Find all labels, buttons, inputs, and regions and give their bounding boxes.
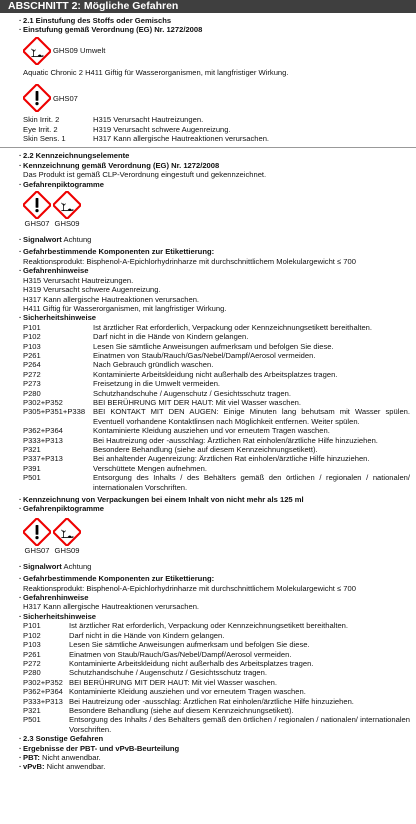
p-text: Bei Hautreizung oder -ausschlag: Ärztlichen Rat einholen/ärztliche Hilfe hinzuziehen.: [69, 696, 354, 706]
class-name: Eye Irrit. 2: [23, 124, 58, 134]
p-code: P321: [23, 705, 41, 715]
s23-title: · 2.3 Sonstige Gefahren: [23, 734, 410, 743]
p-statement: [23, 464, 410, 473]
p-code: P102: [23, 332, 41, 342]
small-signal: [23, 562, 410, 571]
ghs09-environment-icon: [53, 191, 81, 219]
p-text: Verschüttete Mengen aufnehmen.: [93, 463, 207, 473]
s22-title: · 2.2 Kennzeichnungselemente: [23, 151, 410, 160]
pbt-row: [23, 753, 410, 762]
p-statement: [23, 640, 410, 649]
small-p-title: · Sicherheitshinweise: [23, 612, 410, 621]
p-statement: [23, 436, 410, 445]
p-text: Kontaminierte Kleidung ausziehen und vor erneutem Tragen waschen.: [93, 426, 330, 436]
p-text: Entsorgung des Inhalts / des Behälters gemäß den örtlichen / regionalen / nationalen/ internationalen Vorschriften.: [69, 715, 410, 734]
class-text: H319 Verursacht schwere Augenreizung.: [93, 124, 231, 134]
p-statement: [23, 389, 410, 398]
h-statement: H315 Verursacht Hautreizungen.: [23, 275, 134, 285]
p-code: P391: [23, 463, 41, 473]
ghs07-exclamation-icon: [23, 191, 51, 219]
p-text: Schutzhandschuhe / Augenschutz / Gesichtsschutz tragen.: [69, 668, 267, 678]
p-code: P501: [23, 715, 41, 725]
picto-label: GHS09: [54, 219, 80, 229]
p-statement: [23, 332, 410, 341]
class-name: Skin Irrit. 2: [23, 115, 60, 125]
p-code: P333+P313: [23, 435, 63, 445]
p-code: P362+P364: [23, 687, 63, 697]
p-statement: [23, 323, 410, 332]
picto-ghs07: [23, 191, 51, 228]
class-row: [23, 115, 410, 124]
p-statement: [23, 454, 410, 463]
p-text: Freisetzung in die Umwelt vermeiden.: [93, 379, 221, 389]
s22-pictograms: [23, 191, 410, 228]
s22-comp-text: Reaktionsprodukt: Bisphenol-A-Epichlorhydrinharze mit durchschnittlichem Molekulargewicht ≤ 700: [23, 256, 356, 266]
p-code: P261: [23, 350, 41, 360]
small-comp-title: · Gefahrbestimmende Komponenten zur Etikettierung:: [23, 574, 410, 583]
h-statement: H317 Kann allergische Hautreaktionen verursachen.: [23, 602, 200, 612]
picto-label: GHS09: [54, 545, 80, 555]
p-text: Ist ärztlicher Rat erforderlich, Verpackung oder Kennzeichnungsetikett bereithalten.: [69, 621, 349, 631]
picto-ghs09: [53, 518, 81, 555]
p-text: Bei Hautreizung oder -ausschlag: Ärztlichen Rat einholen/ärztliche Hilfe hinzuziehen.: [93, 435, 378, 445]
p-code: P103: [23, 341, 41, 351]
p-statement: [23, 678, 410, 687]
p-code: P102: [23, 630, 41, 640]
p-statement: [23, 621, 410, 630]
s21-subtitle: · Einstufung gemäß Verordnung (EG) Nr. 1272/2008: [23, 25, 410, 34]
s22-note: Das Produkt ist gemäß CLP-Verordnung eingestuft und gekennzeichnet.: [23, 170, 267, 180]
p-text: Kontaminierte Kleidung ausziehen und vor erneutem Tragen waschen.: [69, 687, 306, 697]
p-code: P261: [23, 649, 41, 659]
p-code: P321: [23, 445, 41, 454]
p-statement: [23, 687, 410, 696]
section-body: [0, 13, 416, 772]
ghs07-exclamation-icon: [23, 84, 51, 112]
vpvb-label: vPvB:: [23, 762, 45, 772]
small-h-title: · Gefahrenhinweise: [23, 593, 410, 602]
p-statement: [23, 697, 410, 706]
p-statement: [23, 659, 410, 668]
p-text: Ist ärztlicher Rat erforderlich, Verpackung oder Kennzeichnungsetikett bereithalten.: [93, 322, 373, 332]
p-text: Besondere Behandlung (siehe auf diesem Kennzeichnungsetikett).: [93, 445, 318, 454]
small-pictograms: [23, 518, 410, 555]
p-statement: [23, 379, 410, 388]
p-code: P280: [23, 668, 41, 678]
p-text: Bei anhaltender Augenreizung: Ärztlichen Rat einholen/ärztliche Hilfe hinzuziehen.: [93, 454, 370, 464]
p-code: P272: [23, 369, 41, 379]
p-code: P280: [23, 388, 41, 398]
aquatic-row: [23, 68, 410, 77]
picto-label: GHS07: [24, 219, 50, 229]
small-picto-title: · Gefahrenpiktogramme: [23, 504, 410, 513]
p-code: P273: [23, 379, 41, 389]
p-text: BEI BERÜHRUNG MIT DER HAUT: Mit viel Wasser waschen.: [69, 677, 278, 687]
s22-picto-title: · Gefahrenpiktogramme: [23, 180, 410, 189]
p-code: P103: [23, 640, 41, 650]
p-statement: [23, 668, 410, 677]
p-text: BEI KONTAKT MIT DEN AUGEN: Einige Minuten lang behutsam mit Wasser spülen. Eventuell vorhandene Kontaktlinsen nach Möglichkeit entfernen. Weiter spülen.: [93, 407, 410, 426]
ghs07-label: GHS07: [53, 93, 78, 103]
p-text: Einatmen von Staub/Rauch/Gas/Nebel/Dampf/Aerosol vermeiden.: [69, 649, 292, 659]
p-text: Schutzhandschuhe / Augenschutz / Gesichtsschutz tragen.: [93, 388, 291, 398]
p-text: Lesen Sie sämtliche Anweisungen aufmerksam und befolgen Sie diese.: [69, 640, 310, 650]
signal-label: Signalwort: [23, 235, 62, 245]
p-text: BEI BERÜHRUNG MIT DER HAUT: Mit viel Wasser waschen.: [93, 397, 302, 407]
p-text: Darf nicht in die Hände von Kindern gelangen.: [69, 630, 225, 640]
s22-subtitle: · Kennzeichnung gemäß Verordnung (EG) Nr. 1272/2008: [23, 161, 410, 170]
signal-label: Signalwort: [23, 561, 62, 571]
vpvb-row: [23, 762, 410, 771]
h-statement: H411 Giftig für Wasserorganismen, mit langfristiger Wirkung.: [23, 303, 227, 313]
p-code: P501: [23, 473, 41, 483]
class-text: H315 Verursacht Hautreizungen.: [93, 115, 204, 125]
small-comp-text: Reaktionsprodukt: Bisphenol-A-Epichlorhydrinharze mit durchschnittlichem Molekulargewicht ≤ 700: [23, 583, 356, 593]
p-code: P337+P313: [23, 454, 63, 464]
vpvb-value: Nicht anwendbar.: [46, 762, 106, 772]
pbt-value: Nicht anwendbar.: [42, 752, 101, 762]
s21-title: · 2.1 Einstufung des Stoffs oder Gemischs: [23, 16, 410, 25]
h-statement: H319 Verursacht schwere Augenreizung.: [23, 285, 161, 295]
p-statement: [23, 370, 410, 379]
p-statement: [23, 631, 410, 640]
p-statement: [23, 706, 410, 715]
p-text: Darf nicht in die Hände von Kindern gelangen.: [93, 332, 249, 342]
p-statement: [23, 398, 410, 407]
class-row: [23, 134, 410, 143]
p-text: Kontaminierte Arbeitskleidung nicht außerhalb des Arbeitsplatzes tragen.: [93, 369, 338, 379]
signal-value: Achtung: [63, 561, 92, 571]
p-text: Kontaminierte Arbeitskleidung nicht außerhalb des Arbeitsplatzes tragen.: [69, 658, 314, 668]
ghs07-class-row: [23, 84, 410, 112]
aquatic-class: Aquatic Chronic 2: [23, 67, 83, 77]
p-statement: [23, 715, 410, 734]
small-p-list: [23, 621, 410, 734]
s22-comp-title: · Gefahrbestimmende Komponenten zur Etikettierung:: [23, 247, 410, 256]
p-code: P305+P351+P338: [23, 407, 86, 417]
picto-ghs09: [53, 191, 81, 228]
ghs09-environment-icon: [23, 37, 51, 65]
p-text: Nach Gebrauch gründlich waschen.: [93, 360, 214, 370]
p-code: P302+P352: [23, 397, 63, 407]
p-code: P101: [23, 621, 41, 631]
p-text: Lesen Sie sämtliche Anweisungen aufmerksam und befolgen Sie diese.: [93, 341, 334, 351]
p-text: Entsorgung des Inhalts / des Behälters gemäß den örtlichen / regionalen / nationalen/ internationalen Vorschriften.: [93, 473, 410, 492]
p-statement: [23, 473, 410, 492]
class-row: [23, 125, 410, 134]
ghs09-label: GHS09 Umwelt: [53, 46, 106, 56]
p-code: P101: [23, 322, 41, 332]
aquatic-text: H411 Giftig für Wasserorganismen, mit langfristiger Wirkung.: [85, 67, 289, 77]
signal-value: Achtung: [63, 235, 92, 245]
ghs09-class-row: [23, 37, 410, 65]
p-statement: [23, 650, 410, 659]
p-code: P272: [23, 658, 41, 668]
class-name: Skin Sens. 1: [23, 134, 66, 144]
p-text: Einatmen von Staub/Rauch/Gas/Nebel/Dampf/Aerosol vermeiden.: [93, 350, 316, 360]
p-code: P302+P352: [23, 677, 63, 687]
p-statement: [23, 342, 410, 351]
s22-h-title: · Gefahrenhinweise: [23, 266, 410, 275]
p-code: P264: [23, 360, 41, 370]
p-code: P362+P364: [23, 426, 63, 436]
p-text: Besondere Behandlung (siehe auf diesem Kennzeichnungsetikett).: [69, 705, 294, 715]
pbt-label: PBT:: [23, 752, 40, 762]
p-statement: [23, 351, 410, 360]
p-code: P333+P313: [23, 696, 63, 706]
s22-p-list: [23, 323, 410, 492]
s23-subtitle: · Ergebnisse der PBT- und vPvB-Beurteilung: [23, 744, 410, 753]
small-title: · Kennzeichnung von Verpackungen bei einem Inhalt von nicht mehr als 125 ml: [23, 495, 410, 504]
class-text: H317 Kann allergische Hautreaktionen verursachen.: [93, 134, 270, 144]
p-statement: [23, 445, 410, 454]
section-header: ABSCHNITT 2: Mögliche Gefahren: [0, 0, 416, 13]
s22-p-title: · Sicherheitshinweise: [23, 313, 410, 322]
picto-ghs07: [23, 518, 51, 555]
picto-label: GHS07: [24, 545, 50, 555]
p-statement: [23, 407, 410, 426]
s22-signal: [23, 235, 410, 244]
ghs09-environment-icon: [53, 518, 81, 546]
ghs07-exclamation-icon: [23, 518, 51, 546]
h-statement: H317 Kann allergische Hautreaktionen verursachen.: [23, 294, 200, 304]
p-statement: [23, 360, 410, 369]
p-statement: [23, 426, 410, 435]
